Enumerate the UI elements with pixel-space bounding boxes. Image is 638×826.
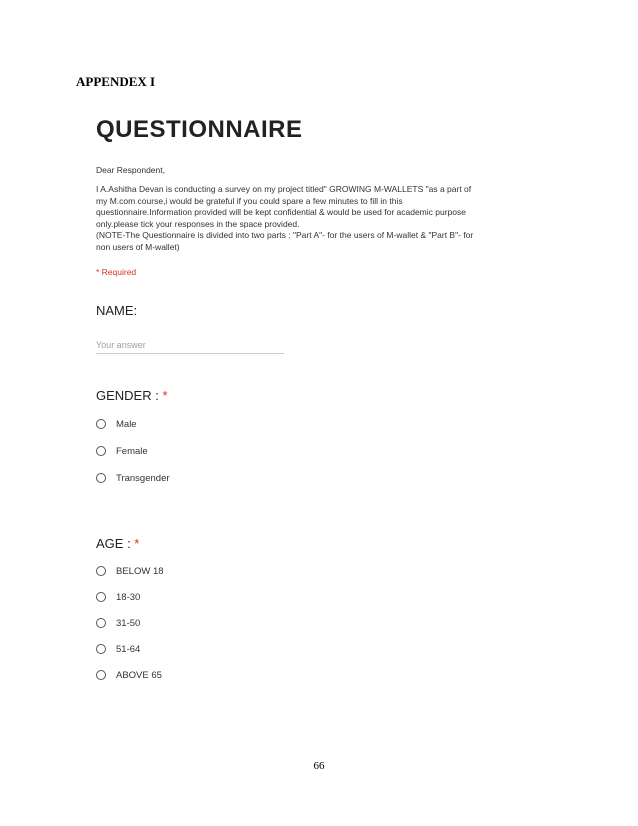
gender-label-text: GENDER : [96,388,163,403]
age-label-text: AGE : [96,536,135,551]
form-description [96,184,501,253]
gender-option-transgender[interactable] [96,471,170,485]
description-line: non users of M-wallet) [96,241,180,252]
required-note: * Required [96,267,137,277]
radio-button[interactable] [96,446,106,456]
form-greeting: Dear Respondent, [96,165,165,175]
option-label: ABOVE 65 [116,669,162,681]
option-label: Female [116,445,148,457]
radio-button[interactable] [96,473,106,483]
age-option-18-30[interactable] [96,590,140,604]
radio-button[interactable] [96,566,106,576]
option-label: Male [116,418,137,430]
age-option-31-50[interactable] [96,616,140,630]
age-option-below-18[interactable] [96,564,164,578]
required-asterisk: * [134,536,140,551]
age-option-above-65[interactable] [96,668,162,682]
gender-option-female[interactable] [96,444,148,458]
description-line: I A.Ashitha Devan is conducting a survey on my project titled" GROWING M-WALLETS "as a part of [96,184,472,194]
description-line: questionnaire.Information provided will be kept confidential & would be used for academic purpose [96,207,466,217]
radio-button[interactable] [96,644,106,654]
description-line: only.please tick your responses in the space provided. [96,218,300,229]
radio-button[interactable] [96,592,106,602]
name-answer-input[interactable] [96,337,284,354]
age-option-51-64[interactable] [96,642,140,656]
gender-option-male[interactable] [96,417,137,431]
option-label: 18-30 [116,591,141,603]
option-label: 51-64 [116,643,141,655]
description-line: (NOTE-The Questionnaire is divided into two parts : "Part A"- for the users of M-wallet & "Part B"- for [96,230,474,240]
description-line: my M.com course,i would be grateful if you could spare a few minutes to fill in this [96,195,403,206]
option-label: 31-50 [116,617,141,629]
radio-button[interactable] [96,618,106,628]
radio-button[interactable] [96,670,106,680]
form-title: QUESTIONNAIRE [96,116,303,143]
required-asterisk: * [162,388,168,403]
appendix-heading: APPENDEX I [76,74,156,89]
gender-question-label [96,388,168,403]
name-question-label: NAME: [96,303,138,318]
radio-button[interactable] [96,419,106,429]
page-number: 66 [313,760,325,772]
age-question-label [96,536,139,551]
option-label: BELOW 18 [116,565,164,577]
option-label: Transgender [116,472,170,484]
